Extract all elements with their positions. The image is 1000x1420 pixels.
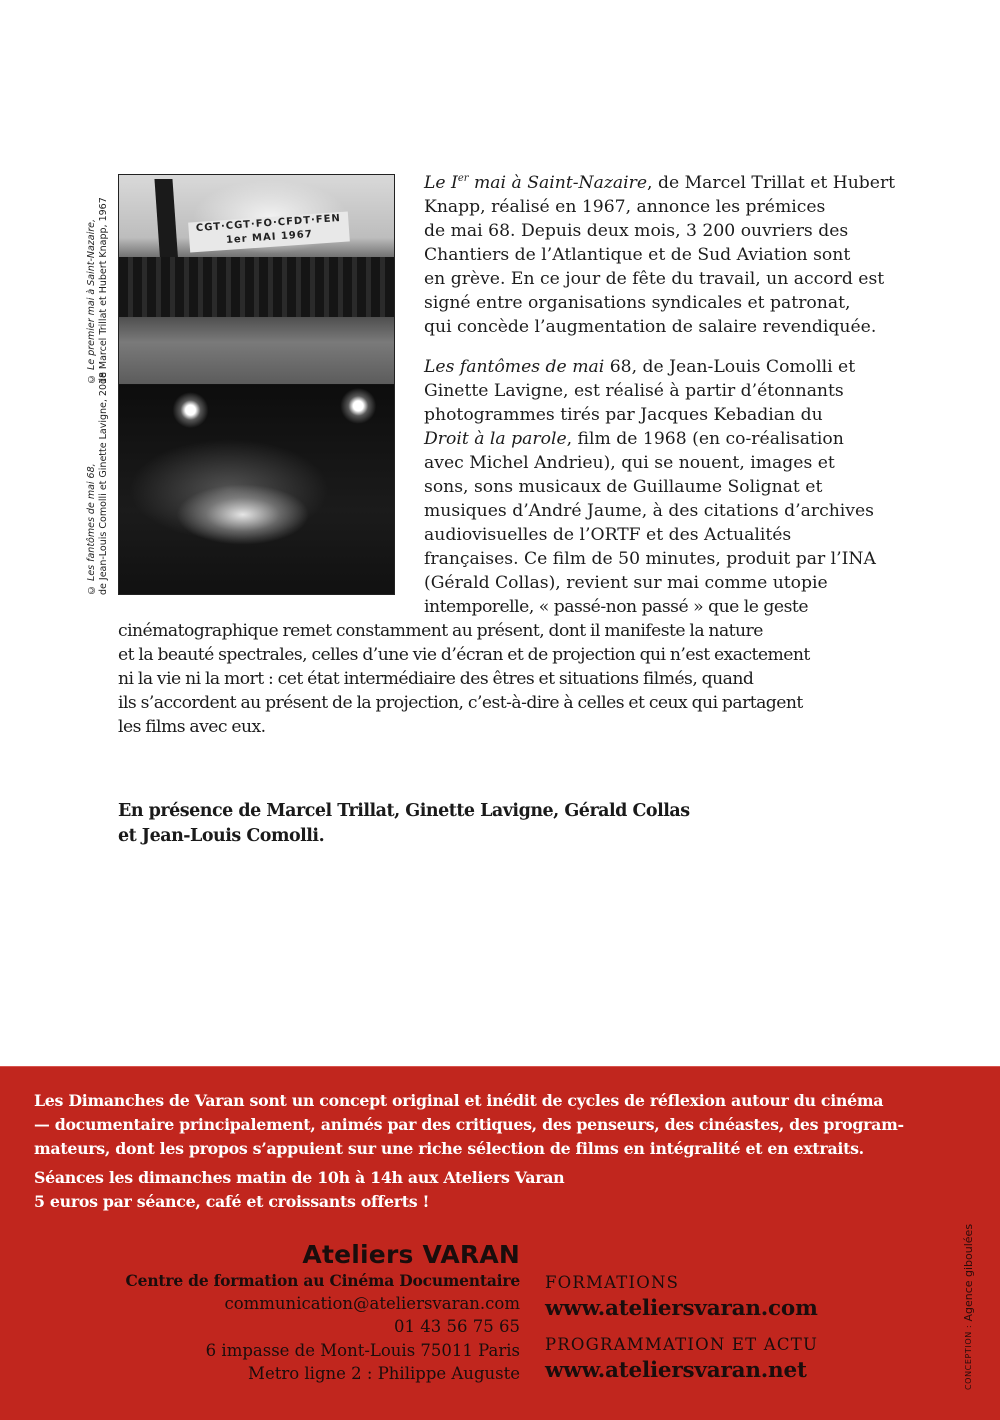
text-line: En présence de Marcel Trillat, Ginette Lavigne, Gérald Collas bbox=[118, 801, 690, 821]
metro-info: Metro ligne 2 : Philippe Auguste bbox=[248, 1363, 520, 1383]
sessions-line: Séances les dimanches matin de 10h à 14h aux Ateliers Varan bbox=[34, 1168, 565, 1187]
guests-announcement bbox=[118, 799, 690, 849]
text-line: Chantiers de l’Atlantique et de Sud Aviation sont bbox=[424, 245, 851, 265]
text-line: — documentaire principalement, animés par des critiques, des penseurs, des cinéastes, des program- bbox=[34, 1115, 904, 1134]
address: 6 impasse de Mont-Louis 75011 Paris bbox=[205, 1340, 520, 1360]
email-link[interactable]: communication@ateliersvaran.com bbox=[224, 1294, 520, 1313]
website-links bbox=[545, 1272, 818, 1386]
photo-fantomes-mai-68 bbox=[119, 385, 394, 594]
text-line: et la beauté spectrales, celles d’une vie d’écran et de projection qui n’est exactement bbox=[118, 645, 810, 665]
caption-credit: de Jean-Louis Comolli et Ginette Lavigne, 2018 bbox=[98, 371, 109, 595]
photo-caption-bottom bbox=[86, 371, 110, 595]
text-line: cinématographique remet constamment au présent, dont il manifeste la nature bbox=[118, 621, 763, 641]
text-line: sons, sons musicaux de Guillaume Solignat et bbox=[424, 477, 823, 497]
text-line: audiovisuelles de l’ORTF et des Actualités bbox=[424, 525, 792, 545]
credit-label: CONCEPTION : bbox=[964, 1321, 973, 1390]
text-line: musiques d’André Jaume, à des citations d’archives bbox=[424, 501, 874, 521]
text-fragment: , film de 1968 (en co-réalisation bbox=[566, 429, 844, 449]
text-line: Knapp, réalisé en 1967, annonce les prémices bbox=[424, 197, 826, 217]
crowd-shape bbox=[119, 257, 394, 317]
film-title: Les fantômes de mai bbox=[424, 357, 605, 377]
organization-subtitle: Centre de formation au Cinéma Documentaire bbox=[125, 1271, 520, 1290]
film-title bbox=[424, 173, 647, 193]
caption-title: Les fantômes de mai 68, bbox=[86, 463, 97, 581]
organization-contact bbox=[126, 1240, 520, 1385]
caption-credit: de Marcel Trillat et Hubert Knapp, 1967 bbox=[98, 197, 109, 384]
link-formations[interactable]: www.ateliersvaran.com bbox=[545, 1296, 818, 1321]
text-line: (Gérald Collas), revient sur mai comme utopie bbox=[424, 573, 828, 593]
film-title-part: mai à Saint-Nazaire bbox=[468, 173, 648, 193]
text-fragment: , de Marcel Trillat et Hubert bbox=[647, 173, 896, 193]
link-label-formations: FORMATIONS bbox=[545, 1273, 680, 1292]
text-line: Les Dimanches de Varan sont un concept original et inédit de cycles de réflexion autour du cinéma bbox=[34, 1091, 884, 1110]
text-line: intemporelle, « passé-non passé » que le geste bbox=[424, 597, 808, 617]
link-label-programmation: PROGRAMMATION ET ACTU bbox=[545, 1335, 819, 1354]
text-line bbox=[424, 171, 924, 195]
text-line: françaises. Ce film de 50 minutes, produit par l’INA bbox=[424, 549, 876, 569]
text-line: ils s’accordent au présent de la projection, c’est-à-dire à celles et ceux qui partagent bbox=[118, 693, 803, 713]
text-line bbox=[424, 355, 924, 379]
link-programmation[interactable]: www.ateliersvaran.net bbox=[545, 1358, 807, 1383]
photo-banner: CGT·CGT·FO·CFDT·FEN 1er MAI 1967 bbox=[188, 211, 350, 252]
superscript: er bbox=[457, 173, 469, 184]
film-title-part: Le I bbox=[424, 173, 458, 193]
text-line: les films avec eux. bbox=[118, 717, 266, 737]
photo-stack bbox=[118, 174, 395, 595]
film-title: Droit à la parole bbox=[424, 429, 567, 449]
text-line: en grève. En ce jour de fête du travail, un accord est bbox=[424, 269, 885, 289]
photo-caption-top bbox=[86, 197, 110, 384]
text-line: qui concède l’augmentation de salaire revendiquée. bbox=[424, 317, 877, 337]
organization-name: Ateliers VARAN bbox=[302, 1240, 520, 1269]
text-line bbox=[424, 427, 924, 451]
text-line: avec Michel Andrieu), qui se nouent, images et bbox=[424, 453, 835, 473]
text-line: photogrammes tirés par Jacques Kebadian du bbox=[424, 405, 823, 425]
copyright-icon: © bbox=[86, 584, 97, 595]
phone-number[interactable]: 01 43 56 75 65 bbox=[394, 1317, 520, 1337]
credit-agency: Agence giboulées bbox=[962, 1223, 975, 1322]
design-credit bbox=[962, 1225, 975, 1390]
price-line: 5 euros par séance, café et croissants offerts ! bbox=[34, 1192, 430, 1211]
photo-saint-nazaire bbox=[119, 175, 394, 385]
text-line: signé entre organisations syndicales et patronat, bbox=[424, 293, 851, 313]
text-line: mateurs, dont les propos s’appuient sur une riche sélection de films en intégralité et en extraits. bbox=[34, 1139, 864, 1158]
paragraph-fantomes-continued bbox=[118, 619, 918, 739]
paragraph-fantomes bbox=[424, 355, 924, 619]
paragraph-saint-nazaire bbox=[424, 171, 924, 339]
caption-title: Le premier mai à Saint-Nazaire, bbox=[86, 218, 97, 370]
text-line: et Jean-Louis Comolli. bbox=[118, 826, 325, 846]
copyright-icon: © bbox=[86, 373, 97, 384]
footer-intro bbox=[34, 1089, 974, 1214]
text-line: de mai 68. Depuis deux mois, 3 200 ouvriers des bbox=[424, 221, 849, 241]
text-line: Ginette Lavigne, est réalisé à partir d’étonnants bbox=[424, 381, 844, 401]
text-line: ni la vie ni la mort : cet état intermédiaire des êtres et situations filmés, quand bbox=[118, 669, 754, 689]
text-fragment: 68, de Jean-Louis Comolli et bbox=[604, 357, 856, 377]
